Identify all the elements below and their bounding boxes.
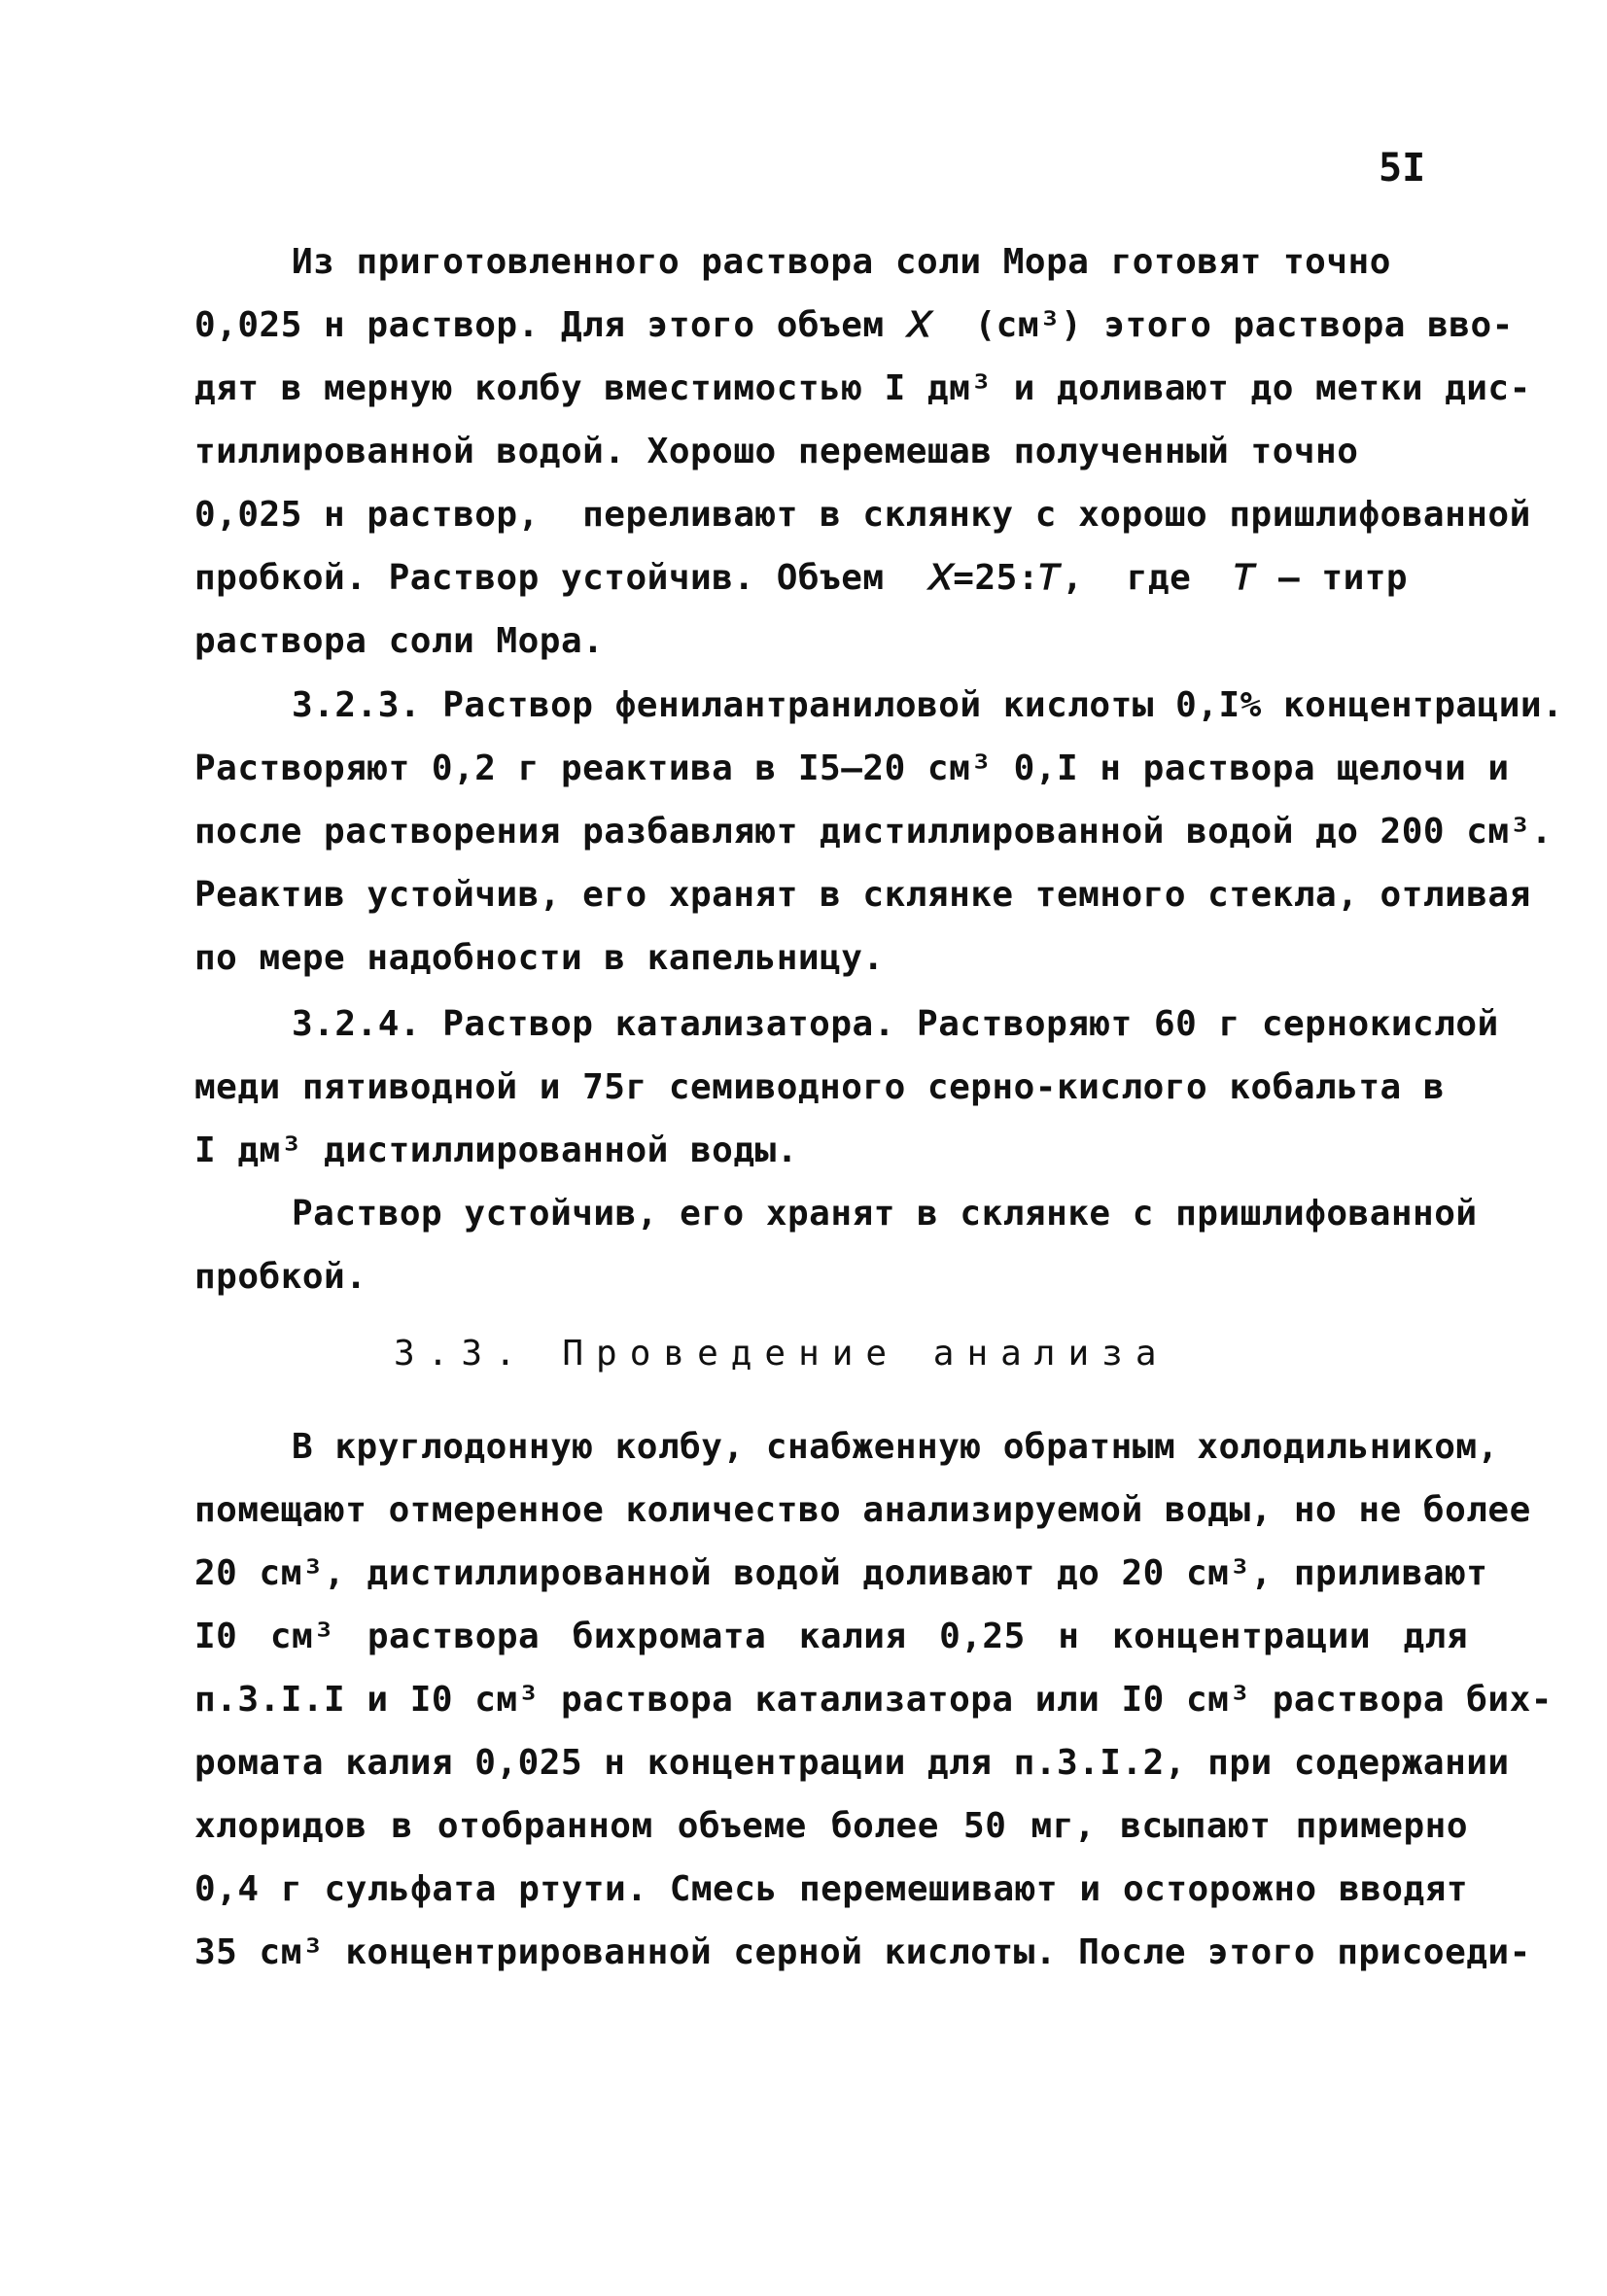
text-line: 0,025 н раствор, переливают в склянку с хорошо пришлифованной (194, 495, 1531, 535)
text-line: 3.2.4. Раствор катализатора. Растворяют 60 г сернокислой (292, 1004, 1499, 1044)
text-line: Реактив устойчив, его хранят в склянке темного стекла, отливая (194, 875, 1531, 915)
text-line: 3.2.3. Раствор фенилантраниловой кислоты 0,I% концентрации. (292, 685, 1564, 725)
text-line: Растворяют 0,2 г реактива в I5–20 см³ 0,I н раствора щелочи и (194, 748, 1510, 788)
text-line: после растворения разбавляют дистиллированной водой до 200 см³. (194, 812, 1553, 852)
text-line: пробкой. Раствор устойчив. Объем 𝑋=25:𝑇, где 𝑇 – титр (194, 558, 1409, 598)
text-line: помещают отмеренное количество анализируемой воды, но не более (194, 1490, 1531, 1530)
text-line: п.3.I.I и I0 см³ раствора катализатора или I0 см³ раствора бих- (194, 1680, 1553, 1720)
text-line: Раствор устойчив, его хранят в склянке с пришлифованной (292, 1194, 1478, 1234)
text-line: 0,4 г сульфата ртути. Смесь перемешивают и осторожно вводят (194, 1869, 1468, 1909)
text-line: раствора соли Мора. (194, 621, 605, 661)
text-line: меди пятиводной и 75г семиводного серно-кислого кобальта в (194, 1067, 1446, 1107)
text-line: I0 см³ раствора бихромата калия 0,25 н концентрации для (194, 1617, 1468, 1656)
text-line: 35 см³ концентрированной серной кислоты. После этого присоеди- (194, 1932, 1531, 1972)
text-line: Из приготовленного раствора соли Мора готовят точно (292, 242, 1391, 282)
text-line: ромата калия 0,025 н концентрации для п.3.I.2, при содержании (194, 1743, 1510, 1783)
text-line: 20 см³, дистиллированной водой доливают до 20 см³, приливают (194, 1553, 1488, 1593)
page-number: 5I (1379, 146, 1426, 191)
text-line: тиллированной водой. Хорошо перемешав полученный точно (194, 432, 1359, 471)
text-line: 0,025 н раствор. Для этого объем 𝑋 (см³) этого раствора вво- (194, 305, 1514, 345)
text-line: I дм³ дистиллированной воды. (194, 1131, 798, 1170)
section-heading: 3.3. Проведение анализа (394, 1334, 1170, 1374)
text-line: по мере надобности в капельницу. (194, 938, 885, 978)
text-line: хлоридов в отобранном объеме более 50 мг, всыпают примерно (194, 1806, 1468, 1846)
text-line: дят в мерную колбу вместимостью I дм³ и доливают до метки дис- (194, 368, 1531, 408)
text-line: В круглодонную колбу, снабженную обратным холодильником, (292, 1427, 1499, 1467)
text-line: пробкой. (194, 1257, 367, 1297)
